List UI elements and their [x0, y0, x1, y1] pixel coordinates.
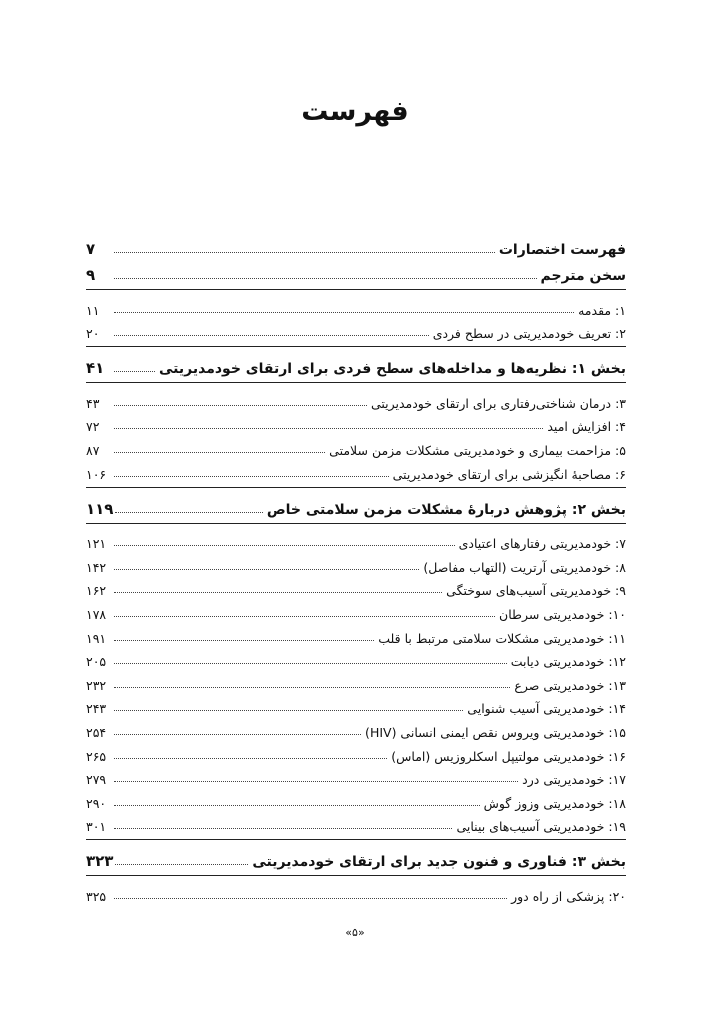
- toc-page-number: ۱۷۸: [86, 606, 107, 622]
- dot-leader: [114, 335, 429, 336]
- toc-chapter-entry[interactable]: [86, 646, 626, 670]
- toc-entry-label: ۱: مقدمه: [578, 302, 626, 318]
- toc-chapter-entry[interactable]: [86, 411, 626, 435]
- toc-page-number: ۱۹۱: [86, 630, 107, 646]
- toc-section-entry[interactable]: [86, 492, 626, 518]
- toc-page-number: ۲۴۳: [86, 701, 107, 717]
- toc-entry-label: ۱۹: خودمدیریتی آسیب‌های بینایی: [456, 819, 626, 835]
- toc-entry-label: فهرست اختصارات: [498, 242, 626, 258]
- toc-page-number: ۱۲۱: [86, 536, 107, 552]
- dot-leader: [114, 781, 518, 782]
- toc-page-number: ۲۳۲: [86, 677, 107, 693]
- toc-chapter-entry[interactable]: [86, 622, 626, 646]
- dot-leader: [114, 371, 155, 372]
- toc-chapter-entry[interactable]: [86, 740, 626, 764]
- toc-chapter-entry[interactable]: [86, 551, 626, 575]
- section-divider: [86, 487, 626, 488]
- dot-leader: [115, 512, 262, 513]
- toc-page-number: ۴۱: [86, 359, 105, 378]
- toc-page-number: ۱۴۲: [86, 559, 107, 575]
- toc-entry-label: ۱۴: خودمدیریتی آسیب شنوایی: [467, 701, 626, 717]
- toc-section-entry[interactable]: [86, 351, 626, 377]
- toc-entry-label: ۲: تعریف خودمدیریتی در سطح فردی: [432, 326, 626, 342]
- toc-entry-label: بخش ۳: فناوری و فنون جدید برای ارتقای خودمدیریتی: [252, 854, 626, 871]
- dot-leader: [114, 687, 510, 688]
- toc-chapter-entry[interactable]: [86, 575, 626, 599]
- toc-chapter-entry[interactable]: [86, 787, 626, 811]
- toc-page-number: ۷۲: [86, 419, 100, 435]
- toc-chapter-entry[interactable]: [86, 318, 626, 342]
- dot-leader: [114, 312, 574, 313]
- toc-chapter-entry[interactable]: [86, 693, 626, 717]
- dot-leader: [114, 758, 387, 759]
- section-divider: [86, 289, 626, 290]
- toc-entry-label: ۵: مزاحمت بیماری و خودمدیریتی مشکلات مزمن سلامتی: [329, 442, 626, 458]
- toc-entry-label: ۱۶: خودمدیریتی مولتیپل اسکلروزیس (اماس): [391, 748, 626, 764]
- dot-leader: [115, 864, 248, 865]
- toc-section-entry[interactable]: [86, 844, 626, 870]
- toc-entry-label: ۱۳: خودمدیریتی صرع: [514, 677, 626, 693]
- dot-leader: [114, 828, 452, 829]
- toc-entry-label: ۹: خودمدیریتی آسیب‌های سوختگی: [446, 583, 626, 599]
- toc-entry-label: ۱۰: خودمدیریتی سرطان: [499, 606, 626, 622]
- dot-leader: [114, 805, 480, 806]
- dot-leader: [114, 405, 367, 406]
- toc-page-number: ۱۰۶: [86, 466, 107, 482]
- dot-leader: [114, 428, 543, 429]
- toc-page-number: ۳۰۱: [86, 819, 107, 835]
- dot-leader: [114, 569, 419, 570]
- toc-page-number: ۲۶۵: [86, 748, 107, 764]
- toc-chapter-entry[interactable]: [86, 669, 626, 693]
- dot-leader: [114, 476, 389, 477]
- toc-page-number: ۳۲۳: [86, 852, 114, 871]
- dot-leader: [114, 252, 495, 253]
- toc-entry-label: ۱۸: خودمدیریتی وزوز گوش: [483, 795, 626, 811]
- toc-page-number: ۸۷: [86, 442, 100, 458]
- dot-leader: [114, 898, 507, 899]
- toc-page-number: ۲۰۵: [86, 654, 107, 670]
- page-number: «۵»: [345, 926, 365, 939]
- toc-entry-label: ۷: خودمدیریتی رفتارهای اعتیادی: [458, 536, 626, 552]
- toc-page-number: ۲۷۹: [86, 772, 107, 788]
- toc-entry-label: بخش ۱: نظریه‌ها و مداخله‌های سطح فردی برای ارتقای خودمدیریتی: [159, 361, 626, 378]
- toc-page-number: ۱۶۲: [86, 583, 107, 599]
- table-of-contents: [86, 232, 626, 904]
- toc-entry-label: ۱۷: خودمدیریتی درد: [522, 772, 626, 788]
- toc-section-entry[interactable]: [86, 258, 626, 284]
- toc-chapter-entry[interactable]: [86, 458, 626, 482]
- toc-page-number: ۲۵۴: [86, 724, 107, 740]
- toc-chapter-entry[interactable]: [86, 434, 626, 458]
- dot-leader: [114, 663, 507, 664]
- dot-leader: [114, 640, 374, 641]
- toc-entry-label: ۱۱: خودمدیریتی مشکلات سلامتی مرتبط با قلب: [378, 630, 626, 646]
- toc-chapter-entry[interactable]: [86, 716, 626, 740]
- toc-chapter-entry[interactable]: [86, 598, 626, 622]
- page-title: فهرست: [301, 96, 409, 127]
- toc-entry-label: ۳: درمان شناختی‌رفتاری برای ارتقای خودمدیریتی: [370, 395, 626, 411]
- dot-leader: [114, 452, 325, 453]
- toc-entry-label: ۱۵: خودمدیریتی ویروس نقص ایمنی انسانی (HIV): [365, 724, 626, 740]
- toc-chapter-entry[interactable]: [86, 387, 626, 411]
- toc-chapter-entry[interactable]: [86, 880, 626, 904]
- section-divider: [86, 875, 626, 876]
- toc-page-number: ۱۱: [86, 302, 100, 318]
- dot-leader: [114, 710, 463, 711]
- toc-page-number: ۲۹۰: [86, 795, 107, 811]
- toc-entry-label: ۲۰: پزشکی از راه دور: [511, 888, 626, 904]
- toc-page-number: ۹: [86, 266, 96, 284]
- section-divider: [86, 839, 626, 840]
- toc-chapter-entry[interactable]: [86, 811, 626, 835]
- toc-entry-label: سخن مترجم: [540, 268, 626, 284]
- dot-leader: [114, 592, 442, 593]
- toc-entry-label: ۶: مصاحبهٔ انگیزشی برای ارتقای خودمدیریتی: [392, 466, 626, 482]
- toc-page-number: ۷: [86, 240, 96, 258]
- section-divider: [86, 523, 626, 524]
- toc-entry-label: ۴: افزایش امید: [547, 419, 626, 435]
- toc-chapter-entry[interactable]: [86, 528, 626, 552]
- toc-entry-label: ۱۲: خودمدیریتی دیابت: [510, 654, 626, 670]
- toc-chapter-entry[interactable]: [86, 764, 626, 788]
- dot-leader: [114, 278, 537, 279]
- dot-leader: [114, 545, 455, 546]
- toc-page-number: ۳۲۵: [86, 888, 107, 904]
- toc-entry-label: ۸: خودمدیریتی آرتریت (التهاب مفاصل): [423, 559, 626, 575]
- dot-leader: [114, 734, 361, 735]
- section-divider: [86, 382, 626, 383]
- dot-leader: [114, 616, 495, 617]
- toc-chapter-entry[interactable]: [86, 294, 626, 318]
- toc-section-entry[interactable]: [86, 232, 626, 258]
- section-divider: [86, 346, 626, 347]
- toc-entry-label: بخش ۲: پژوهش دربارهٔ مشکلات مزمن سلامتی خاص: [266, 501, 626, 518]
- toc-page-number: ۴۳: [86, 395, 100, 411]
- toc-page-number: ۲۰: [86, 326, 100, 342]
- toc-page-number: ۱۱۹: [86, 499, 114, 518]
